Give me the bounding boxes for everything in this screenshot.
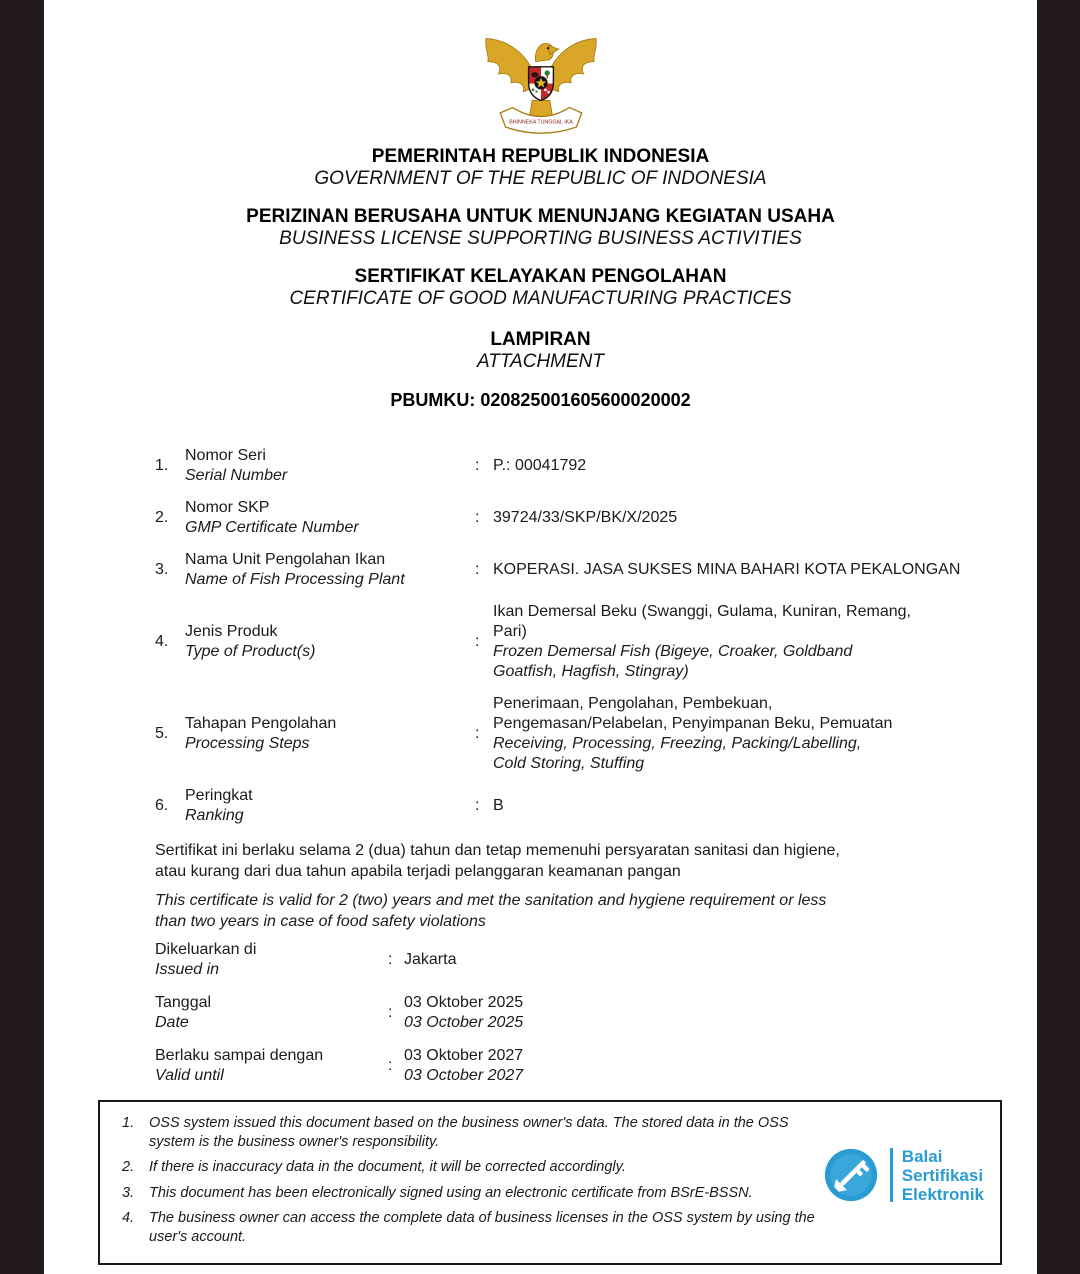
attachment-title-id: LAMPIRAN — [490, 329, 591, 350]
cert-title-en: CERTIFICATE OF GOOD MANUFACTURING PRACTICES — [289, 288, 792, 309]
gov-title-en: GOVERNMENT OF THE REPUBLIC OF INDONESIA — [314, 168, 767, 189]
field-label-en: Type of Product(s) — [185, 643, 316, 660]
field-processing-steps — [155, 694, 1037, 774]
issue-date-label-en: Date — [155, 1014, 189, 1031]
colon: : — [475, 725, 480, 742]
field-value: Ikan Demersal Beku (Swanggi, Gulama, Kuniran, Remang, Pari) Frozen Demersal Fish (Bigeye, Croaker, Goldband Goatfish, Hagfish, Stingray) — [493, 603, 911, 680]
colon: : — [388, 1004, 393, 1021]
issued-in-row — [155, 940, 1037, 980]
field-label-en: Serial Number — [185, 467, 288, 484]
field-number: 2. — [155, 509, 169, 526]
header-license — [44, 206, 1037, 250]
note-4 — [122, 1209, 840, 1246]
emblem-motto: BHINNEKA TUNGGAL IKA — [508, 119, 573, 126]
valid-until-row — [155, 1046, 1037, 1086]
bsre-label-line2: Sertifikasi — [901, 1165, 984, 1185]
issue-date-value: 03 Oktober 2025 03 October 2025 — [404, 994, 524, 1031]
validity-statement-en: This certificate is valid for 2 (two) years and met the sanitation and hygiene requirement or less than two years in case of food safety violations — [155, 892, 827, 930]
colon: : — [388, 951, 393, 968]
valid-until-label-id: Berlaku sampai dengan — [155, 1047, 324, 1064]
field-label-en: Name of Fish Processing Plant — [185, 571, 405, 588]
note-1 — [122, 1114, 840, 1151]
garuda-pancasila-emblem — [479, 26, 603, 136]
field-label-id: Jenis Produk — [185, 623, 278, 640]
note-2 — [122, 1158, 840, 1177]
field-value: Penerimaan, Pengolahan, Pembekuan, Pengemasan/Pelabelan, Penyimpanan Beku, Pemuatan Receiving, Processing, Freezing, Packing/Labelling, Cold Storing, Stuffing — [493, 695, 893, 772]
header-attachment — [44, 329, 1037, 373]
field-label-en: Ranking — [185, 807, 244, 824]
colon: : — [475, 633, 480, 650]
issuance-details — [44, 940, 1037, 1086]
certificate-page — [44, 0, 1037, 1274]
pbumku-number: PBUMKU: 020825001605600020002 — [390, 390, 691, 410]
field-plant-name — [155, 550, 1037, 590]
license-title-id: PERIZINAN BERUSAHA UNTUK MENUNJANG KEGIATAN USAHA — [246, 206, 835, 227]
note-number: 4. — [122, 1210, 135, 1226]
bsre-label-line1: Balai — [901, 1146, 943, 1166]
bsre-logo — [822, 1146, 984, 1204]
gov-title-id: PEMERINTAH REPUBLIK INDONESIA — [371, 146, 710, 167]
note-number: 1. — [122, 1115, 135, 1131]
issue-date-label-id: Tanggal — [155, 994, 212, 1011]
field-number: 4. — [155, 633, 169, 650]
field-value: B — [493, 797, 504, 814]
header-government — [44, 146, 1037, 190]
field-label-id: Nomor Seri — [185, 447, 266, 464]
note-text: This document has been electronically signed using an electronic certificate from BSrE-BSSN. — [149, 1184, 753, 1201]
issued-in-label-id: Dikeluarkan di — [155, 941, 257, 958]
note-text: The business owner can access the complete data of business licenses in the OSS system by using the user's account. — [149, 1210, 815, 1245]
issued-in-value: Jakarta — [404, 951, 457, 968]
bsre-label-line3: Elektronik — [901, 1184, 984, 1204]
issue-date-row — [155, 993, 1037, 1033]
field-label-id: Peringkat — [185, 787, 253, 804]
field-label-en: Processing Steps — [185, 735, 310, 752]
field-skp-number — [155, 498, 1037, 538]
valid-until-value: 03 Oktober 2027 03 October 2027 — [404, 1047, 524, 1084]
license-title-en: BUSINESS LICENSE SUPPORTING BUSINESS ACTIVITIES — [279, 228, 802, 249]
field-number: 3. — [155, 561, 169, 578]
note-number: 2. — [122, 1159, 135, 1175]
colon: : — [475, 457, 480, 474]
header-certificate — [44, 266, 1037, 310]
field-value: KOPERASI. JASA SUKSES MINA BAHARI KOTA PEKALONGAN — [493, 561, 961, 578]
note-text: OSS system issued this document based on the business owner's data. The stored data in the OSS system is the business owner's responsibility. — [149, 1115, 789, 1150]
validity-statement-id: Sertifikat ini berlaku selama 2 (dua) tahun dan tetap memenuhi persyaratan sanitasi dan higiene, atau kurang dari dua tahun apabila terjadi pelanggaran keamanan pangan — [155, 842, 840, 880]
field-label-id: Tahapan Pengolahan — [185, 715, 337, 732]
field-number: 6. — [155, 797, 169, 814]
certificate-fields — [44, 446, 1037, 826]
colon: : — [475, 509, 480, 526]
oss-disclaimer-box — [98, 1100, 1002, 1265]
field-number: 1. — [155, 457, 169, 474]
colon: : — [475, 561, 480, 578]
cert-title-id: SERTIFIKAT KELAYAKAN PENGOLAHAN — [354, 266, 727, 287]
key-icon — [822, 1146, 880, 1204]
field-value: P.: 00041792 — [493, 457, 587, 474]
valid-until-label-en: Valid until — [155, 1067, 224, 1084]
field-label-id: Nama Unit Pengolahan Ikan — [185, 551, 386, 568]
attachment-title-en: ATTACHMENT — [476, 351, 604, 372]
field-ranking — [155, 786, 1037, 826]
field-label-en: GMP Certificate Number — [185, 519, 359, 536]
colon: : — [388, 1057, 393, 1074]
issued-in-label-en: Issued in — [155, 961, 220, 978]
field-product-type — [155, 602, 1037, 682]
logo-divider — [890, 1148, 893, 1202]
field-number: 5. — [155, 725, 169, 742]
note-3 — [122, 1184, 840, 1203]
field-value: 39724/33/SKP/BK/X/2025 — [493, 509, 678, 526]
field-serial-number — [155, 446, 1037, 486]
validity-statement — [44, 840, 1037, 932]
note-text: If there is inaccuracy data in the document, it will be corrected accordingly. — [149, 1159, 626, 1175]
field-label-id: Nomor SKP — [185, 499, 270, 516]
note-number: 3. — [122, 1184, 135, 1201]
colon: : — [475, 797, 480, 814]
